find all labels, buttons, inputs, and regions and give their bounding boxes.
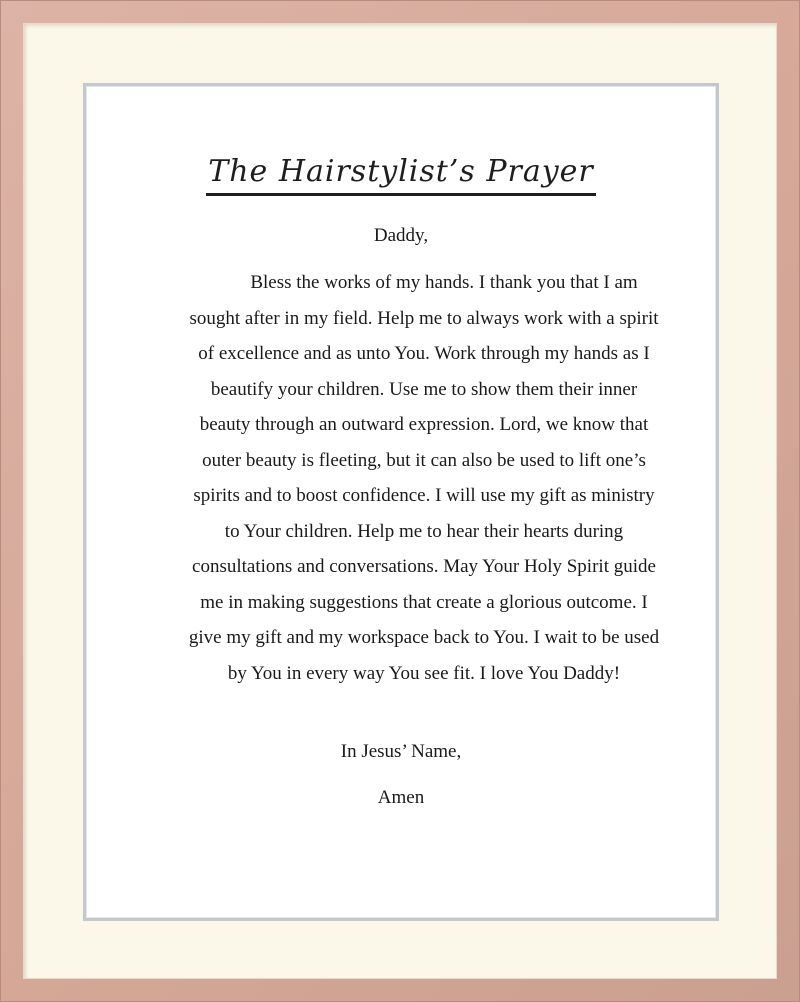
title-block — [86, 152, 716, 196]
closing-line: In Jesus’ Name, — [340, 741, 462, 762]
prayer-title: The Hairstylist’s Prayer — [206, 152, 596, 196]
prayer-body: Bless the works of my hands. I thank you that I am sought after in my field. Help me to always work with a spirit of excellence and as unto You. Work through my hands as I beautify your children. Use me to show them their inner beauty through an outward expression. Lord, we know that outer beauty is fleeting, but it can also be used to lift one’s spirits and to boost confidence. I will use my gift as ministry to Your children. Help me to hear their hearts during consultations and conversations. May Your Holy Spirit guide me in making suggestions that create a glorious outcome. I give my gift and my workspace back to You. I wait to be used by You in every way You see fit. I love You Daddy! — [188, 272, 660, 684]
prayer-sheet — [83, 83, 719, 921]
salutation: Daddy, — [373, 225, 429, 246]
amen-line: Amen — [377, 787, 425, 808]
